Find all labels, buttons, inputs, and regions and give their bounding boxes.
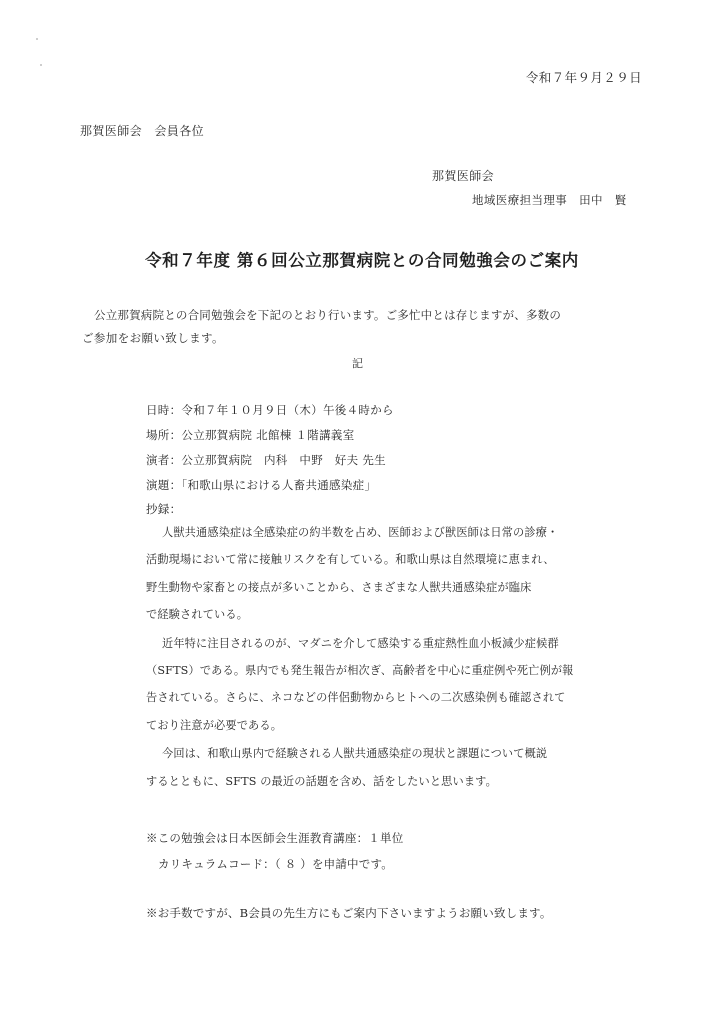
abstract-line: するとともに、SFTS の最近の話題を含め、話をしたいと思います。 (146, 775, 497, 788)
document-date: 令和７年９月２９日 (525, 70, 642, 85)
scan-speck (36, 38, 38, 40)
detail-topic: 演題：「和歌山県における人畜共通感染症」 (146, 478, 377, 492)
abstract-line: 活動現場において常に接触リスクを有している。和歌山県は自然環境に恵まれ、 (146, 553, 555, 566)
scan-speck (40, 64, 42, 66)
sender-organization: 那賀医師会 (432, 169, 495, 183)
intro-line-2: ご参加をお願い致します。 (82, 331, 224, 345)
abstract-line: 近年特に注目されるのが、マダニを介して感染する重症熱性血小板減少症候群 (162, 637, 559, 650)
detail-location: 場所：公立那賀病院 北館棟 １階講義室 (146, 428, 355, 442)
abstract-line: で経験されている。 (146, 608, 249, 621)
detail-datetime: 日時：令和７年１０月９日（木）午後４時から (146, 403, 394, 417)
intro-line-1: 公立那賀病院との合同勉強会を下記のとおり行います。ご多忙中とは存じますが、多数の (94, 308, 562, 322)
detail-abstract-label: 抄録： (146, 502, 182, 516)
note-request: ※お手数ですが、B会員の先生方にもご案内下さいますようお願い致します。 (146, 906, 552, 920)
recipient-line: 那賀医師会 会員各位 (80, 124, 205, 138)
abstract-line: 告されている。さらに、ネコなどの伴侶動物からヒトへの二次感染例も確認されて (146, 691, 566, 704)
note-credit: ※この勉強会は日本医師会生涯教育講座：１単位 (146, 831, 404, 845)
abstract-line: （SFTS）である。県内でも発生報告が相次ぎ、高齢者を中心に重症例や死亡例が報 (146, 664, 574, 677)
abstract-line: 人獣共通感染症は全感染症の約半数を占め、医師および獣医師は日常の診療・ (162, 526, 559, 539)
ki-heading: 記 (352, 357, 364, 370)
abstract-line: ており注意が必要である。 (146, 719, 283, 732)
abstract-line: 今回は、和歌山県内で経験される人獣共通感染症の現状と課題について概説 (162, 747, 548, 760)
document-title: 令和７年度 第６回公立那賀病院との合同勉強会のご案内 (145, 251, 579, 270)
sender-name: 地域医療担当理事 田中 賢 (472, 193, 627, 207)
note-curriculum-code: カリキュラムコード：（ ８ ）を申請中です。 (158, 857, 393, 871)
detail-speaker: 演者：公立那賀病院 内科 中野 好夫 先生 (146, 453, 386, 467)
abstract-line: 野生動物や家畜との接点が多いことから、さまざまな人獣共通感染症が臨床 (146, 581, 532, 594)
